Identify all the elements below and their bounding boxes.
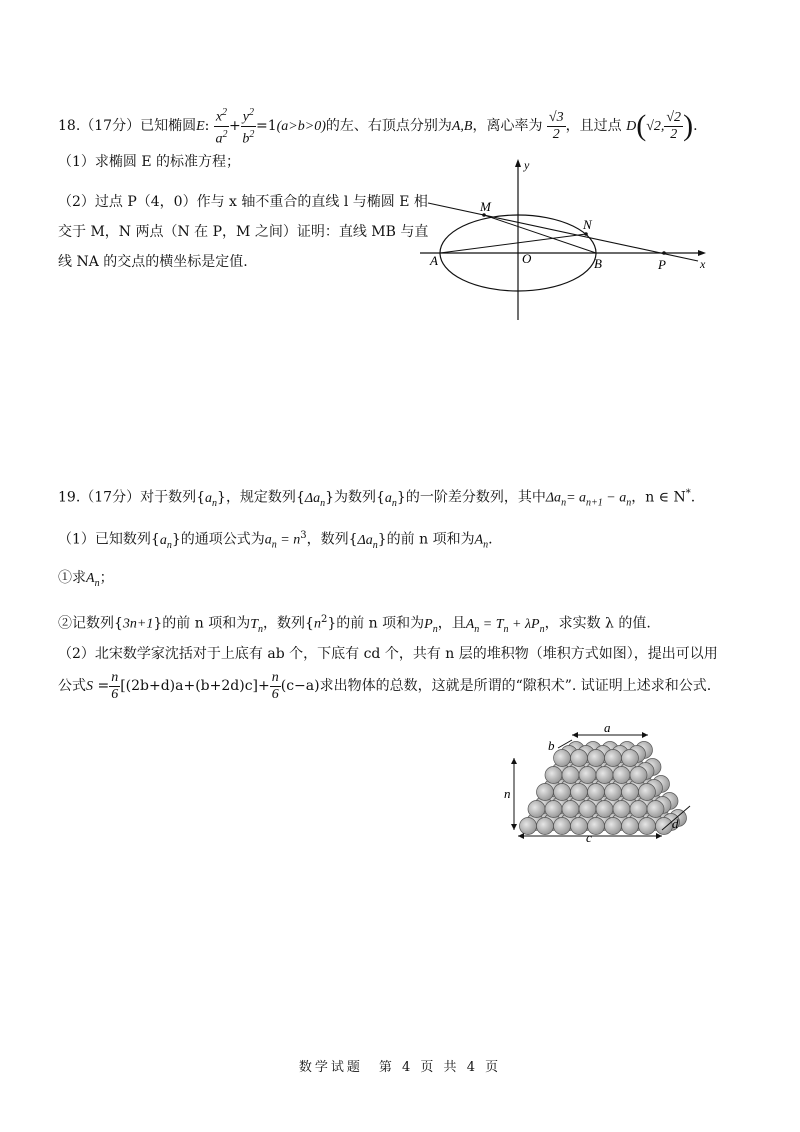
cylinder-end [571,818,588,835]
stack-figure [500,718,710,848]
q18-number: 18.（17分） [58,118,141,134]
label-y: y [524,158,530,172]
q19-part1: （1）已知数列$\{a_n\}$的通项公式为$a_n = n^3$，数列$\{\Delta a_n\}$的前 n 项和为$A_n$. [58,530,493,551]
cylinder-end [537,818,554,835]
label-x: x [700,257,706,271]
label-b: B [594,256,602,271]
cylinder-end [528,801,545,818]
cylinder-end [622,750,639,767]
cylinder-end [537,784,554,801]
cylinder-end [605,784,622,801]
q19-number: 19.（17分） [58,489,141,506]
q18-part2-line1: （2）过点 P（4，0）作与 x 轴不重合的直线 l 与椭圆 E 相 [58,194,428,210]
cylinder-end [630,801,647,818]
cylinder-end [605,818,622,835]
cylinder-end [579,801,596,818]
ellipse-figure [420,155,720,325]
q18-part1: （1）求椭圆 E 的标准方程； [58,154,241,170]
cylinder-end [613,767,630,784]
ellipse-frac-y: $\frac{y^2}{b^2}$ [242,106,255,147]
cylinder-end [571,784,588,801]
label-o: O [522,251,532,266]
cylinder-end [639,818,656,835]
q19-part2-line2: 公式S = $\frac{n}{6}$ [(2b+d)a+(b+2d)c]+ $\frac{n}{6}$ (c−a)求出物体的总数，这就是所谓的“隙积术”. 试证明上述求和公式. [58,669,712,702]
cylinder-end [562,767,579,784]
cylinder-end [596,801,613,818]
q19-sub2: ②记数列{3n+1}的前 n 项和为$T_n$，数列$\{n^2\}$的前 n 项和为$P_n$，且$A_n = T_n + \lambda P_n$，求实数 λ 的值. [58,614,651,635]
point-n [584,232,588,236]
cylinder-end [588,784,605,801]
q18-part2-line2: 交于 M，N 两点（N 在 P，M 之间）证明：直线 MB 与直 [58,224,429,240]
stacked-cylinders [520,742,687,835]
cylinder-end [588,750,605,767]
cylinder-end [622,818,639,835]
label-m: M [480,199,491,214]
cylinder-end [545,767,562,784]
cylinder-end [605,750,622,767]
dim-d-label: d [672,816,679,831]
dim-c-label: c [586,830,592,845]
cylinder-end [571,750,588,767]
q18-stem: 18.（17分）已知椭圆E: $\frac{x^2}{a^2}$ + $\frac{y^2}{b^2}$ =1(a>b>0)的左、右顶点分别为A,B，离心率为 $\frac{√3}{2}$ ，且过点 D(√2, $\frac{√2}{2}$ ). [58,106,698,147]
point-p [662,251,666,255]
line-na [440,234,586,253]
q19-stem: 19.（17分）对于数列$\{a_n\}$，规定数列$\{\Delta a_n\}$为数列$\{a_n\}$的一阶差分数列，其中$\Delta a_n= a_{n+1} - a_n$，n ∈ N*. [58,488,696,509]
label-n: N [583,217,592,232]
x-axis-arrow [698,250,706,256]
eccentricity-frac: $\frac{√3}{2}$ [548,109,564,142]
q18-part2-line3: 线 NA 的交点的横坐标是定值. [58,254,248,270]
line-mb [484,215,596,253]
cylinder-end [647,801,664,818]
cylinder-end [554,818,571,835]
cylinder-end [579,767,596,784]
cylinder-end [554,784,571,801]
cylinder-end [596,767,613,784]
cylinder-end [562,801,579,818]
line-l [428,203,698,261]
cylinder-end [613,801,630,818]
q19-sub1: ①求$A_n$； [58,570,114,589]
q19-part2-line1: （2）北宋数学家沈括对于上底有 ab 个，下底有 cd 个，共有 n 层的堆积物（堆积方式如图），提出可以用 [58,646,718,662]
cylinder-end [622,784,639,801]
label-p: P [658,257,666,272]
cylinder-end [520,818,537,835]
cylinder-end [630,767,647,784]
cylinder-end [639,784,656,801]
cylinder-end [545,801,562,818]
label-a: A [430,253,438,268]
y-axis-arrow [515,159,521,167]
page-footer: 数学试题 第 4 页 共 4 页 [298,1060,502,1075]
point-d-frac: $\frac{√2}{2}$ [666,109,682,142]
dim-n-label: n [504,786,511,801]
cylinder-end [554,750,571,767]
dim-b-label: b [548,738,555,753]
cylinder-end [656,818,673,835]
ellipse-frac-x: $\frac{x^2}{a^2}$ [215,106,228,147]
dim-a-label: a [604,720,611,735]
